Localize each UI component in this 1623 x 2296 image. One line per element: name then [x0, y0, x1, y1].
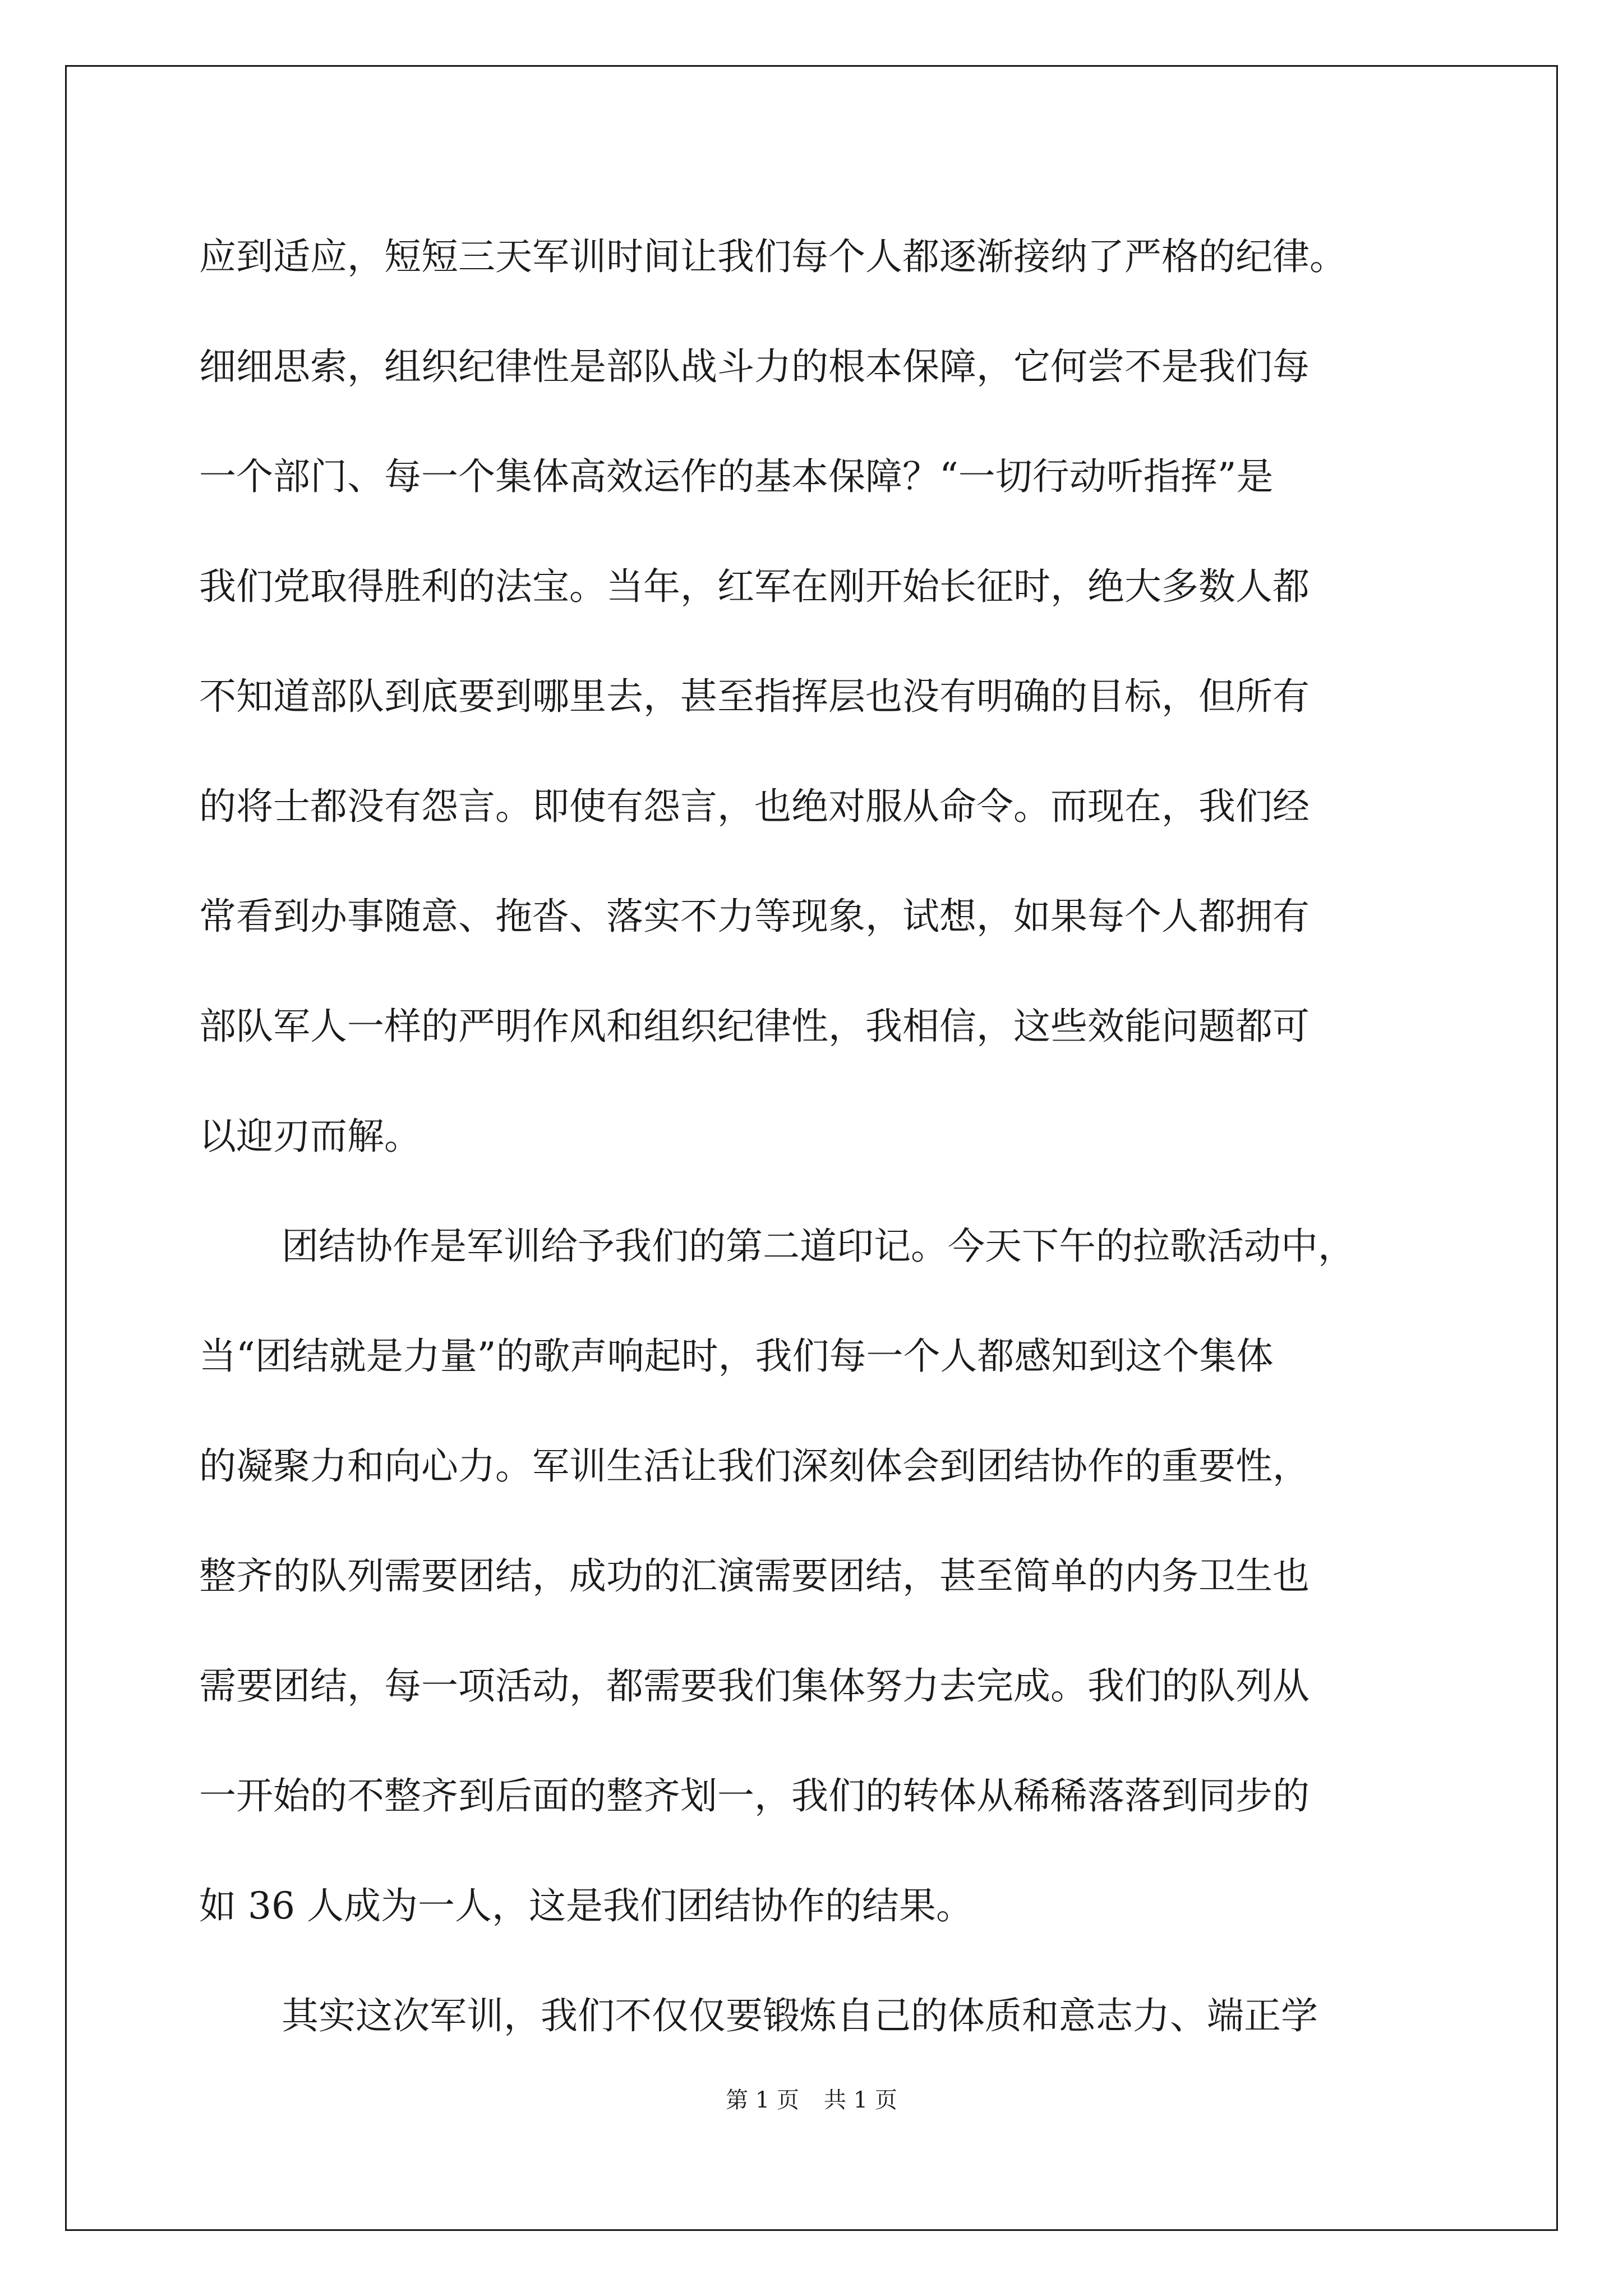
- text-line: 以迎刃而解。: [199, 1115, 421, 1158]
- text-line: 细细思索，组织纪律性是部队战斗力的根本保障，它何尝不是我们每: [199, 345, 1310, 388]
- page-number-current: 第 1 页: [726, 2087, 799, 2113]
- text-line: 部队军人一样的严明作风和组织纪律性，我相信，这些效能问题都可: [199, 1005, 1310, 1048]
- text-line: 一个部门、每一个集体高效运作的基本保障？“一切行动听指挥”是: [199, 455, 1274, 498]
- text-line: 需要团结，每一项活动，都需要我们集体努力去完成。我们的队列从: [199, 1664, 1310, 1708]
- text-line: 的将士都没有怨言。即使有怨言，也绝对服从命令。而现在，我们经: [199, 785, 1310, 828]
- text-line: 一开始的不整齐到后面的整齐划一，我们的转体从稀稀落落到同步的: [199, 1774, 1310, 1818]
- text-line: 如 36 人成为一人，这是我们团结协作的结果。: [199, 1884, 973, 1927]
- page-number-total: 共 1 页: [824, 2087, 897, 2113]
- document-body: [199, 202, 1433, 2071]
- text-line: 应到适应，短短三天军训时间让我们每个人都逐渐接纳了严格的纪律。: [199, 235, 1347, 278]
- text-line: 不知道部队到底要到哪里去，甚至指挥层也没有明确的目标，但所有: [199, 675, 1310, 718]
- paragraph-start-line: 其实这次军训，我们不仅仅要锻炼自己的体质和意志力、端正学: [282, 1994, 1318, 2037]
- paragraph-start-line: 团结协作是军训给予我们的第二道印记。今天下午的拉歌活动中，: [282, 1225, 1355, 1268]
- text-line: 的凝聚力和向心力。军训生活让我们深刻体会到团结协作的重要性，: [199, 1444, 1310, 1488]
- text-line: 当“团结就是力量”的歌声响起时，我们每一个人都感知到这个集体: [199, 1335, 1274, 1378]
- page-footer: [0, 2082, 1623, 2114]
- text-line: 我们党取得胜利的法宝。当年，红军在刚开始长征时，绝大多数人都: [199, 565, 1310, 608]
- text-line: 整齐的队列需要团结，成功的汇演需要团结，甚至简单的内务卫生也: [199, 1554, 1310, 1598]
- text-line: 常看到办事随意、拖沓、落实不力等现象，试想，如果每个人都拥有: [199, 895, 1310, 938]
